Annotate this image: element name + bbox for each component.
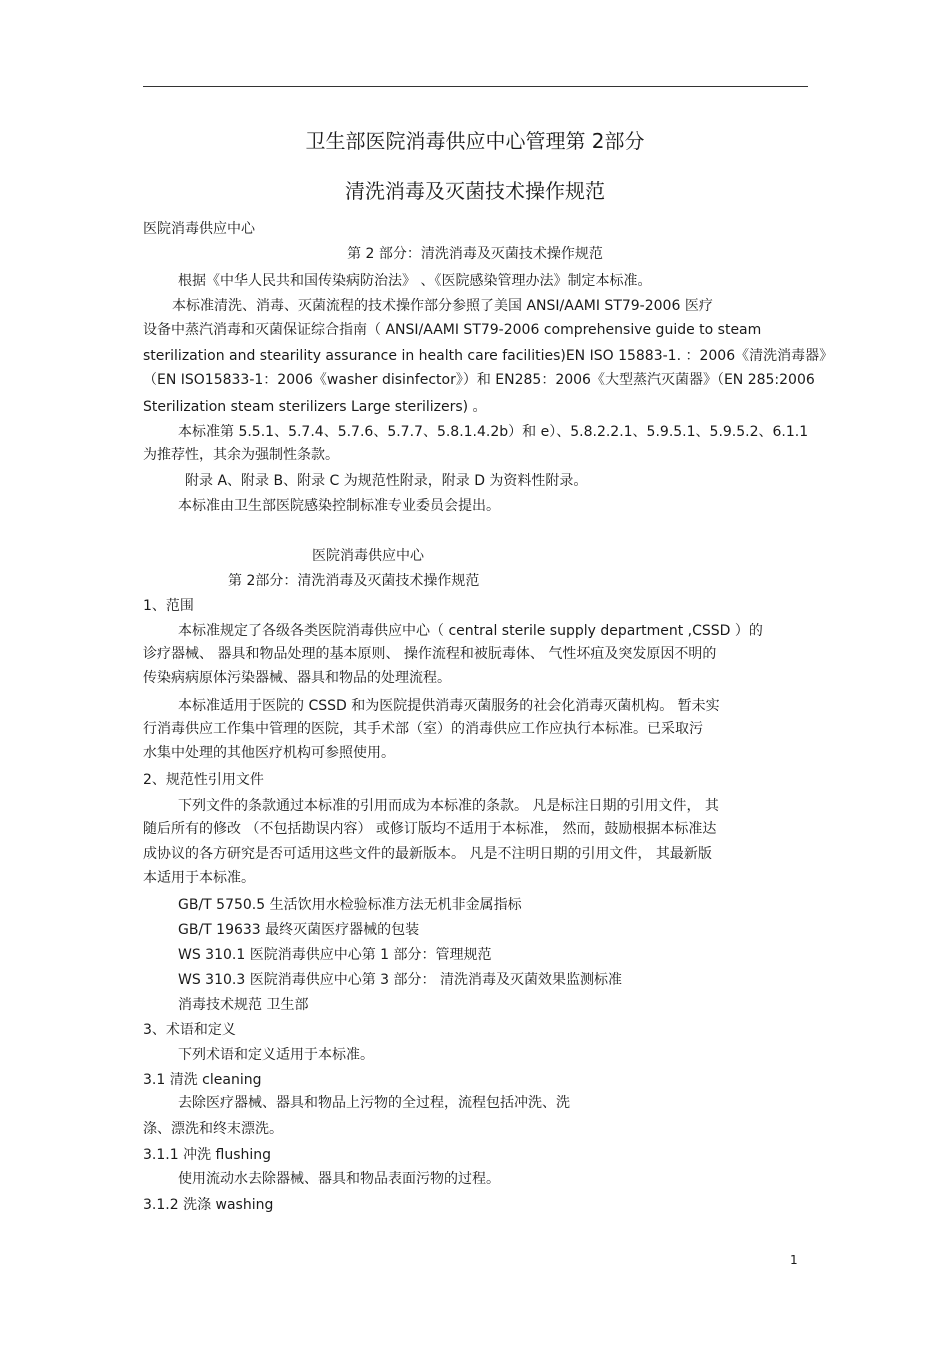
paragraph-line: 为推荐性，其余为强制性条款。	[143, 447, 339, 463]
paragraph-line: 本适用于本标准。	[143, 870, 255, 886]
paragraph-line: 行消毒供应工作集中管理的医院，其手术部（室）的消毒供应工作应执行本标准。已采取污	[143, 721, 703, 737]
paragraph-line: 去除医疗器械、器具和物品上污物的全过程，流程包括冲洗、洗	[178, 1095, 570, 1111]
header-rule	[143, 86, 808, 87]
paragraph-line: 本标准由卫生部医院感染控制标准专业委员会提出。	[178, 498, 500, 514]
paragraph-line: 成协议的各方研究是否可适用这些文件的最新版本。 凡是不注明日期的引用文件， 其最新版	[143, 846, 712, 862]
reference-item: GB/T 5750.5 生活饮用水检验标准方法无机非金属指标	[178, 897, 522, 913]
org-name: 医院消毒供应中心	[143, 221, 255, 237]
paragraph-line: 本标准适用于医院的 CSSD 和为医院提供消毒灭菌服务的社会化消毒灭菌机构。 暂未实	[178, 698, 720, 714]
paragraph-line: 下列文件的条款通过本标准的引用而成为本标准的条款。 凡是标注日期的引用文件， 其	[178, 798, 719, 814]
paragraph-line: sterilization and stearility assurance in health care facilities)EN ISO 15883-1. ：2006《清洗消毒器》	[143, 348, 834, 364]
paragraph-line: 设备中蒸汽消毒和灭菌保证综合指南（ ANSI/AAMI ST79-2006 comprehensive guide to steam	[143, 322, 762, 338]
section-heading: 1、范围	[143, 598, 194, 614]
reference-item: WS 310.3 医院消毒供应中心第 3 部分： 清洗消毒及灭菌效果监测标准	[178, 972, 622, 988]
part-subtitle: 第 2 部分：清洗消毒及灭菌技术操作规范	[347, 246, 603, 262]
paragraph-line: 本标准第 5.5.1、5.7.4、5.7.6、5.7.7、5.8.1.4.2b）和 e）、5.8.2.2.1、5.9.5.1、5.9.5.2、6.1.1	[178, 424, 809, 440]
paragraph-line: 使用流动水去除器械、器具和物品表面污物的过程。	[178, 1171, 500, 1187]
paragraph-line: 水集中处理的其他医疗机构可参照使用。	[143, 745, 395, 761]
paragraph-line: 诊疗器械、 器具和物品处理的基本原则、 操作流程和被朊毒体、 气性坏疽及突发原因不明的	[143, 646, 717, 662]
section-heading: 3、术语和定义	[143, 1022, 236, 1038]
section-part-subtitle: 第 2部分：清洗消毒及灭菌技术操作规范	[228, 573, 480, 589]
term-heading: 3.1.1 冲洗 flushing	[143, 1147, 272, 1163]
paragraph-line: 本标准规定了各级各类医院消毒供应中心（ central sterile supply department ,CSSD ）的	[178, 623, 763, 639]
paragraph-line: 传染病病原体污染器械、器具和物品的处理流程。	[143, 670, 451, 686]
paragraph-line: 根据《中华人民共和国传染病防治法》 、《医院感染管理办法》制定本标准。	[178, 273, 652, 289]
paragraph-line: 本标准清洗、消毒、灭菌流程的技术操作部分参照了美国 ANSI/AAMI ST79-2006 医疗	[172, 298, 713, 314]
doc-title-line-1: 卫生部医院消毒供应中心管理第 2部分	[305, 129, 645, 153]
term-heading: 3.1.2 洗涤 washing	[143, 1197, 274, 1213]
paragraph-line: 附录 A、附录 B、附录 C 为规范性附录，附录 D 为资料性附录。	[185, 473, 588, 489]
paragraph-line: Sterilization steam sterilizers Large sterilizers) 。	[143, 399, 487, 415]
section-heading: 2、规范性引用文件	[143, 772, 264, 788]
reference-item: WS 310.1 医院消毒供应中心第 1 部分：管理规范	[178, 947, 492, 963]
doc-title-line-2: 清洗消毒及灭菌技术操作规范	[345, 179, 605, 203]
paragraph-line: 涤、漂洗和终末漂洗。	[143, 1121, 283, 1137]
reference-item: 消毒技术规范 卫生部	[178, 997, 309, 1013]
section-org-name: 医院消毒供应中心	[312, 548, 424, 564]
term-heading: 3.1 清洗 cleaning	[143, 1072, 262, 1088]
paragraph-line: 随后所有的修改 （不包括勘误内容） 或修订版均不适用于本标准， 然而，鼓励根据本标准达	[143, 821, 717, 837]
page-number: 1	[790, 1253, 798, 1267]
paragraph-line: （EN ISO15833-1：2006《washer disinfector》）和 EN285：2006《大型蒸汽灭菌器》（EN 285:2006	[143, 372, 815, 388]
reference-item: GB/T 19633 最终灭菌医疗器械的包装	[178, 922, 420, 938]
paragraph-line: 下列术语和定义适用于本标准。	[178, 1047, 374, 1063]
